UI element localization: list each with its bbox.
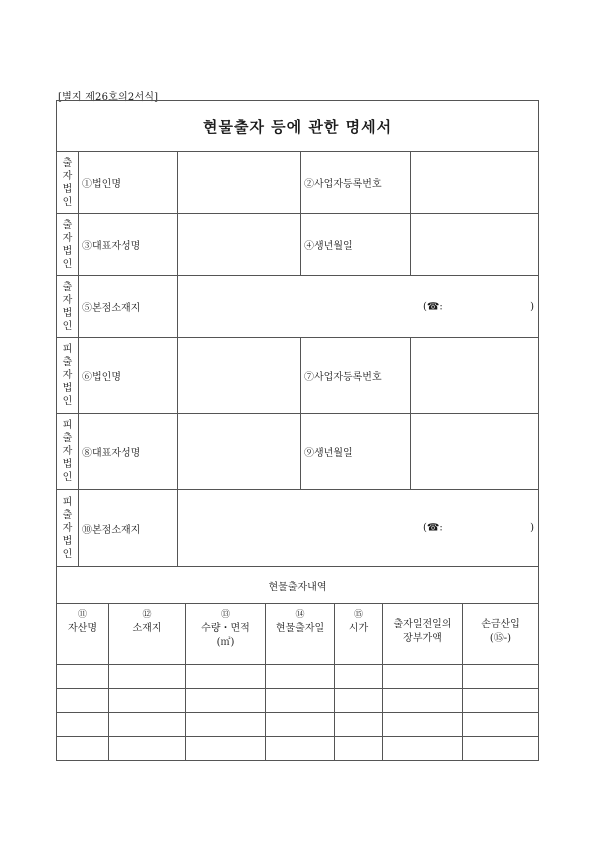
biz-reg-no-field[interactable] (411, 152, 539, 214)
table-cell[interactable] (383, 713, 463, 737)
phone-label: (☎: (423, 522, 443, 534)
table-cell[interactable] (57, 665, 109, 689)
table-cell[interactable] (335, 713, 383, 737)
corp-name-label: ①법인명 (79, 152, 178, 214)
table-cell[interactable] (463, 665, 539, 689)
hq-address-label: ⑤본점소재지 (79, 276, 178, 338)
investee-biz-reg-no-field[interactable] (411, 338, 539, 414)
table-cell[interactable] (463, 737, 539, 761)
table-cell[interactable] (186, 737, 266, 761)
hq-address-field[interactable] (178, 276, 539, 338)
table-cell[interactable] (266, 665, 335, 689)
col-deductible-expense: 손금산입 (⑮-) (463, 604, 539, 665)
phone-label: (☎: (423, 301, 443, 312)
investee-hq-address-label: ⑩본점소재지 (79, 490, 178, 567)
form-title: 현물출자 등에 관한 명세서 (57, 101, 539, 152)
investee-rep-name-label: ⑧대표자성명 (79, 414, 178, 490)
rep-name-field[interactable] (178, 214, 301, 276)
col-quantity-area: ⑬ 수량・면적 (㎡) (186, 604, 266, 665)
table-cell[interactable] (266, 713, 335, 737)
investee-birth-date-field[interactable] (411, 414, 539, 490)
table-cell[interactable] (186, 665, 266, 689)
investee-rep-name-field[interactable] (178, 414, 301, 490)
table-cell[interactable] (383, 737, 463, 761)
table-cell[interactable] (266, 737, 335, 761)
table-cell[interactable] (109, 689, 186, 713)
section-label-investor: 출 자 법 인 (57, 152, 79, 214)
investee-hq-address-field[interactable] (178, 490, 539, 567)
table-cell[interactable] (335, 737, 383, 761)
col-book-value: 출자일전일의 장부가액 (383, 604, 463, 665)
rep-name-label: ③대표자성명 (79, 214, 178, 276)
table-row (57, 689, 539, 713)
table-cell[interactable] (463, 713, 539, 737)
table-cell[interactable] (463, 689, 539, 713)
section-label-investee: 피 출 자 법 인 (57, 338, 79, 414)
entity-info-table (56, 100, 539, 567)
investee-biz-reg-no-label: ⑦사업자등록번호 (301, 338, 411, 414)
table-row (57, 665, 539, 689)
contribution-details-table (56, 566, 539, 761)
section-label-investee: 피 출 자 법 인 (57, 490, 79, 567)
table-cell[interactable] (109, 665, 186, 689)
investee-corp-name-label: ⑥법인명 (79, 338, 178, 414)
table-row (57, 713, 539, 737)
table-cell[interactable] (57, 713, 109, 737)
col-market-value: ⑮ 시가 (335, 604, 383, 665)
section-label-investor: 출 자 법 인 (57, 276, 79, 338)
birth-date-field[interactable] (411, 214, 539, 276)
section-label-investee: 피 출 자 법 인 (57, 414, 79, 490)
investee-corp-name-field[interactable] (178, 338, 301, 414)
table-row (57, 737, 539, 761)
table-cell[interactable] (383, 689, 463, 713)
investee-birth-date-label: ⑨생년월일 (301, 414, 411, 490)
phone-close: ) (530, 301, 535, 312)
col-asset-name: ⑪ 자산명 (57, 604, 109, 665)
biz-reg-no-label: ②사업자등록번호 (301, 152, 411, 214)
section-label-investor: 출 자 법 인 (57, 214, 79, 276)
table-cell[interactable] (109, 737, 186, 761)
table-cell[interactable] (266, 689, 335, 713)
table-cell[interactable] (57, 737, 109, 761)
birth-date-label: ④생년월일 (301, 214, 411, 276)
details-title: 현물출자내역 (57, 567, 539, 604)
phone-close: ) (530, 522, 535, 534)
table-cell[interactable] (186, 713, 266, 737)
col-location: ⑫ 소재지 (109, 604, 186, 665)
table-cell[interactable] (335, 689, 383, 713)
table-cell[interactable] (186, 689, 266, 713)
col-contribution-date: ⑭ 현물출자일 (266, 604, 335, 665)
corp-name-field[interactable] (178, 152, 301, 214)
table-cell[interactable] (335, 665, 383, 689)
form-tag: [별지 제26호의2서식] (58, 92, 159, 103)
table-cell[interactable] (57, 689, 109, 713)
table-cell[interactable] (383, 665, 463, 689)
table-cell[interactable] (109, 713, 186, 737)
